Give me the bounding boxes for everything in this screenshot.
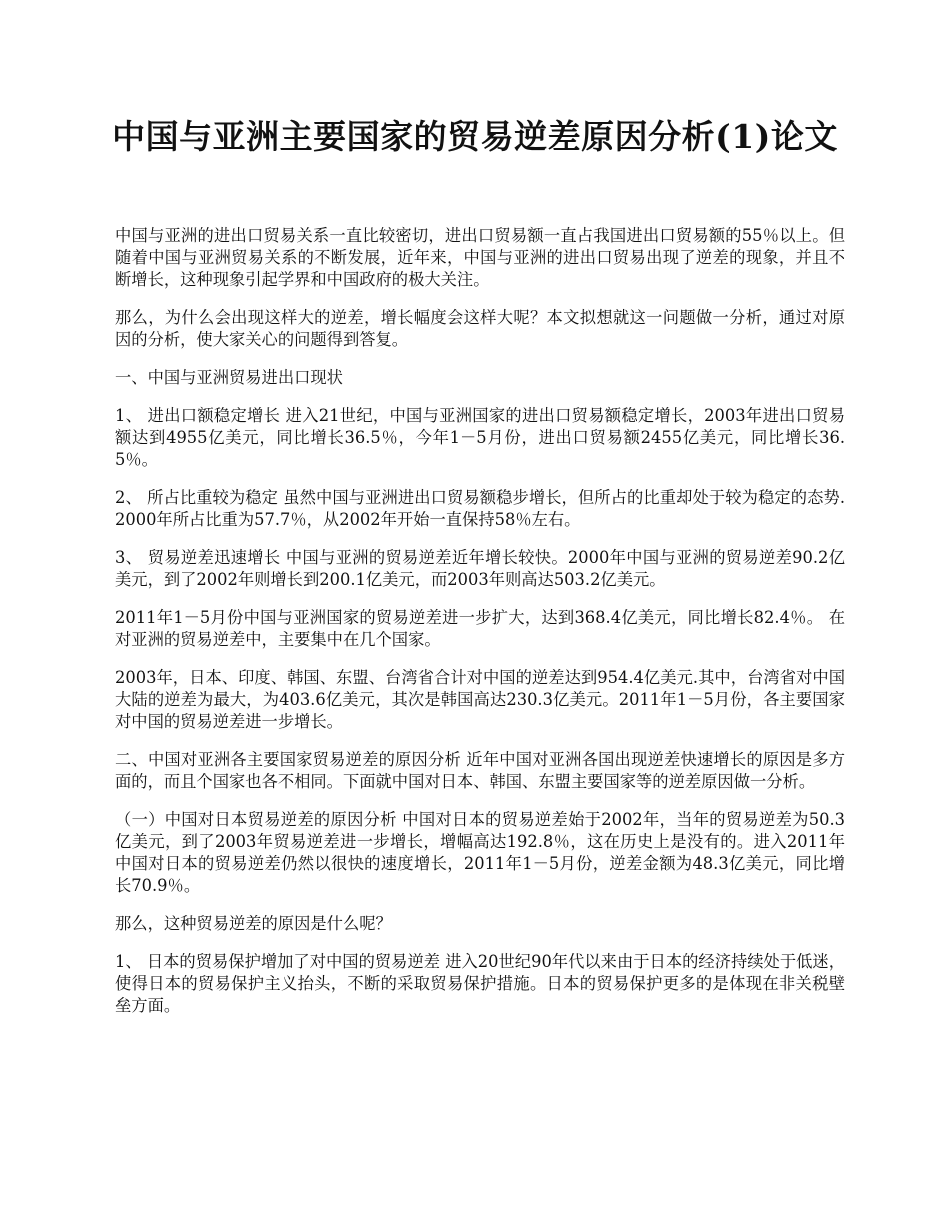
paragraph-point-2: 2、 所占比重较为稳定 虽然中国与亚洲进出口贸易额稳步增长，但所占的比重却处于较为稳定的态势.2000年所占比重为57.7％，从2002年开始一直保持58％左右。	[115, 488, 845, 529]
paragraph-point-3: 3、 贸易逆差迅速增长 中国与亚洲的贸易逆差近年增长较快。2000年中国与亚洲的贸易逆差90.2亿美元，到了2002年则增长到200.1亿美元，而2003年则高达503.2亿美元。	[115, 548, 845, 589]
paragraph-intro: 中国与亚洲的进出口贸易关系一直比较密切，进出口贸易额一直占我国进出口贸易额的55％以上。但随着中国与亚洲贸易关系的不断发展，近年来，中国与亚洲的进出口贸易出现了逆差的现象，并且不断增长，这种现象引起学界和中国政府的极大关注。	[115, 226, 845, 289]
paragraph-japan-protection: 1、 日本的贸易保护增加了对中国的贸易逆差 进入20世纪90年代以来由于日本的经济持续处于低迷，使得日本的贸易保护主义抬头，不断的采取贸易保护措施。日本的贸易保护更多的是体现在非关税壁垒方面。	[115, 952, 845, 1015]
section-heading-1: 一、中国与亚洲贸易进出口现状	[115, 368, 343, 387]
paragraph-point-1: 1、 进出口额稳定增长 进入21世纪，中国与亚洲国家的进出口贸易额稳定增长，2003年进出口贸易额达到4955亿美元，同比增长36.5％，今年1－5月份，进出口贸易额2455亿美元，同比增长36.5％。	[115, 406, 845, 469]
paragraph-2003-countries: 2003年，日本、印度、韩国、东盟、台湾省合计对中国的逆差达到954.4亿美元.其中，台湾省对中国大陆的逆差为最大，为403.6亿美元，其次是韩国高达230.3亿美元。2011年1－5月份，各主要国家对中国的贸易逆差进一步增长。	[115, 668, 845, 731]
section-heading-2: 二、中国对亚洲各主要国家贸易逆差的原因分析 近年中国对亚洲各国出现逆差快速增长的原因是多方面的，而且个国家也各不相同。下面就中国对日本、韩国、东盟主要国家等的逆差原因做一分析。	[115, 750, 845, 791]
paragraph-question: 那么，为什么会出现这样大的逆差，增长幅度会这样大呢？本文拟想就这一问题做一分析，通过对原因的分析，使大家关心的问题得到答复。	[115, 308, 845, 349]
paragraph-reason-question: 那么，这种贸易逆差的原因是什么呢？	[115, 914, 392, 933]
document-body	[115, 225, 845, 1033]
paragraph-2011-deficit: 2011年1－5月份中国与亚洲国家的贸易逆差进一步扩大，达到368.4亿美元，同比增长82.4％。 在对亚洲的贸易逆差中，主要集中在几个国家。	[115, 608, 845, 649]
paragraph-japan-analysis: （一）中国对日本贸易逆差的原因分析 中国对日本的贸易逆差始于2002年，当年的贸易逆差为50.3亿美元，到了2003年贸易逆差进一步增长，增幅高达192.8％，这在历史上是没有的。进入2011年中国对日本的贸易逆差仍然以很快的速度增长，2011年1－5月份，逆差金额为48.3亿美元，同比增长70.9％。	[115, 810, 845, 895]
document-title: 中国与亚洲主要国家的贸易逆差原因分析(1)论文	[112, 117, 838, 156]
